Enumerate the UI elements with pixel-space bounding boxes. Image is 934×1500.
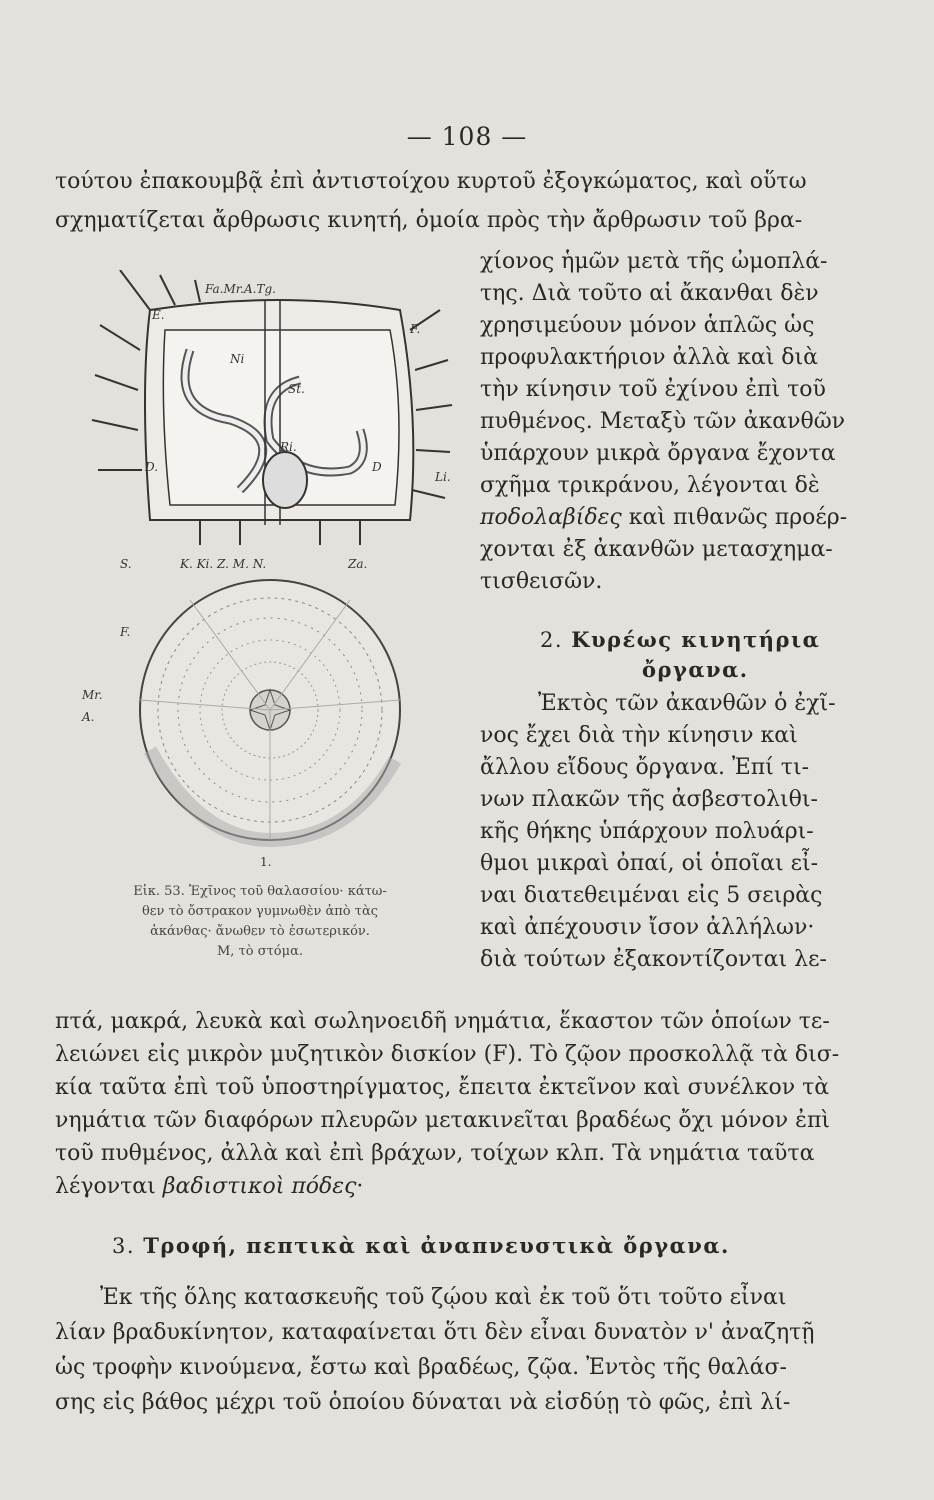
italic-term: βαδιστικοὶ πόδες (162, 1174, 357, 1199)
text-line: πτά, μακρά, λευκὰ καὶ σωληνοειδῆ νημάτια, ἕκαστον τῶν ὁποίων τε- (55, 1009, 830, 1034)
text-line: σχηματίζεται ἄρθρωσις κινητή, ὁμοία πρὸς τὴν ἄρθρωσιν τοῦ βρα- (55, 208, 803, 233)
text-line: πυθμένος. Μεταξὺ τῶν ἀκανθῶν (480, 409, 846, 434)
text-line (480, 504, 850, 532)
text-line: χίονος ἡμῶν μετὰ τῆς ὠμοπλά- (480, 249, 828, 274)
figure-label: D (372, 460, 382, 474)
italic-term: ποδολαβίδες (480, 505, 622, 530)
figure-label: A. (82, 710, 95, 724)
figure-caption-line: Εἰκ. 53. Ἐχῖνος τοῦ θαλασσίου· κάτω- (133, 884, 387, 899)
text-line: ἄλλου εἴδους ὄργανα. Ἐπί τι- (480, 755, 810, 780)
text-line: ὑπάρχουν μικρὰ ὄργανα ἔχοντα (480, 441, 836, 466)
text-line: νος ἔχει διὰ τὴν κίνησιν καὶ (480, 723, 798, 748)
text-line: Ἐκ τῆς ὅλης κατασκευῆς τοῦ ζῴου καὶ ἐκ τοῦ ὅτι τοῦτο εἶναι (100, 1285, 787, 1310)
figure-label: Ri. (280, 440, 297, 454)
sea-urchin-illustration (80, 270, 460, 880)
figure-label: Fa.Mr.A.Tg. (205, 282, 276, 296)
section-title: Τροφή, πεπτικὰ καὶ ἀναπνευστικὰ ὄργανα. (143, 1233, 730, 1258)
figure-label: St. (288, 382, 305, 396)
text-line: τούτου ἐπακουμβᾷ ἐπὶ ἀντιστοίχου κυρτοῦ ἐξογκώματος, καὶ οὕτω (55, 169, 807, 194)
figure-label: F. (410, 322, 421, 336)
figure-label: Mr. (82, 688, 103, 702)
section-title: Κυρέως κινητήρια (571, 627, 821, 652)
figure-label: S. (120, 557, 132, 571)
sea-urchin-figure (80, 270, 460, 880)
text-line (55, 1173, 855, 1201)
text-line: ὡς τροφὴν κινούμενα, ἔστω καὶ βραδέως, ζῷα. Ἐντὸς τῆς θαλάσ- (55, 1355, 787, 1380)
figure-label: E. (152, 308, 165, 322)
figure-label: D. (145, 460, 159, 474)
section-number: 3. (112, 1234, 136, 1258)
section-number: 2. (540, 628, 564, 652)
text-line: καὶ ἀπέχουσιν ἴσον ἀλλήλων· (480, 915, 815, 940)
text-line: νημάτια τῶν διαφόρων πλευρῶν μετακινεῖται βραδέως ὄχι μόνον ἐπὶ (55, 1108, 831, 1133)
text-line: θμοι μικραὶ ὀπαί, οἱ ὁποῖαι εἶ- (480, 851, 819, 876)
text-line: της. Διὰ τοῦτο αἱ ἄκανθαι δὲν (480, 281, 819, 306)
figure-label: Li. (435, 470, 451, 484)
page-number: — 108 — (406, 122, 528, 151)
text-line: σης εἰς βάθος μέχρι τοῦ ὁποίου δύναται νὰ εἰσδύῃ τὸ φῶς, ἐπὶ λί- (55, 1390, 791, 1415)
figure-label: Ni (230, 352, 245, 366)
section-heading (112, 1232, 730, 1260)
figure-label: K. Ki. Z. M. N. (180, 557, 267, 571)
figure-label: Za. (348, 557, 368, 571)
text-line: τὴν κίνησιν τοῦ ἐχίνου ἐπὶ τοῦ (480, 377, 826, 402)
section-heading (540, 626, 820, 654)
text-run: λέγονται (55, 1174, 163, 1199)
text-line: προφυλακτήριον ἀλλὰ καὶ διὰ (480, 345, 819, 370)
figure-label: F. (120, 625, 131, 639)
figure-caption-line: ἀκάνθας· ἄνωθεν τὸ ἐσωτερικόν. (150, 924, 370, 939)
text-line: κῆς θήκης ὑπάρχουν πολυάρι- (480, 819, 814, 844)
figure-caption-line: θεν τὸ ὄστρακον γυμνωθὲν ἀπὸ τὰς (141, 904, 379, 919)
text-line: ναι διατεθειμέναι εἰς 5 σειρὰς (480, 883, 823, 908)
text-run: καὶ πιθανῶς προέρ- (621, 505, 848, 530)
text-line: κία ταῦτα ἐπὶ τοῦ ὑποστηρίγματος, ἔπειτα ἐκτεῖνον καὶ συνέλκον τὰ (55, 1075, 830, 1100)
text-line: νων πλακῶν τῆς ἀσβεστολιθι- (480, 787, 818, 812)
text-line: λίαν βραδυκίνητον, καταφαίνεται ὅτι δὲν εἶναι δυνατὸν ν' ἀναζητῇ (55, 1320, 815, 1345)
text-line: διὰ τούτων ἐξακοντίζονται λε- (480, 947, 827, 972)
section-title-cont: ὄργανα. (642, 657, 749, 682)
text-run: · (356, 1174, 364, 1199)
figure-number: 1. (260, 855, 272, 869)
text-line: Ἐκτὸς τῶν ἀκανθῶν ὁ ἐχῖ- (538, 691, 836, 716)
text-line: τισθεισῶν. (480, 569, 603, 594)
text-line: τοῦ πυθμένος, ἀλλὰ καὶ ἐπὶ βράχων, τοίχων κλπ. Τὰ νημάτια ταῦτα (55, 1141, 815, 1166)
text-line: λειώνει εἰς μικρὸν μυζητικὸν δισκίον (F). Τὸ ζῷον προσκολλᾷ τὰ δισ- (55, 1042, 840, 1067)
figure-caption-line: M, τὸ στόμα. (217, 944, 303, 959)
text-line: χονται ἐξ ἀκανθῶν μετασχημα- (480, 537, 833, 562)
text-line: χρησιμεύουν μόνον ἁπλῶς ὡς (480, 313, 815, 338)
text-line: σχῆμα τρικράνου, λέγονται δὲ (480, 473, 820, 498)
